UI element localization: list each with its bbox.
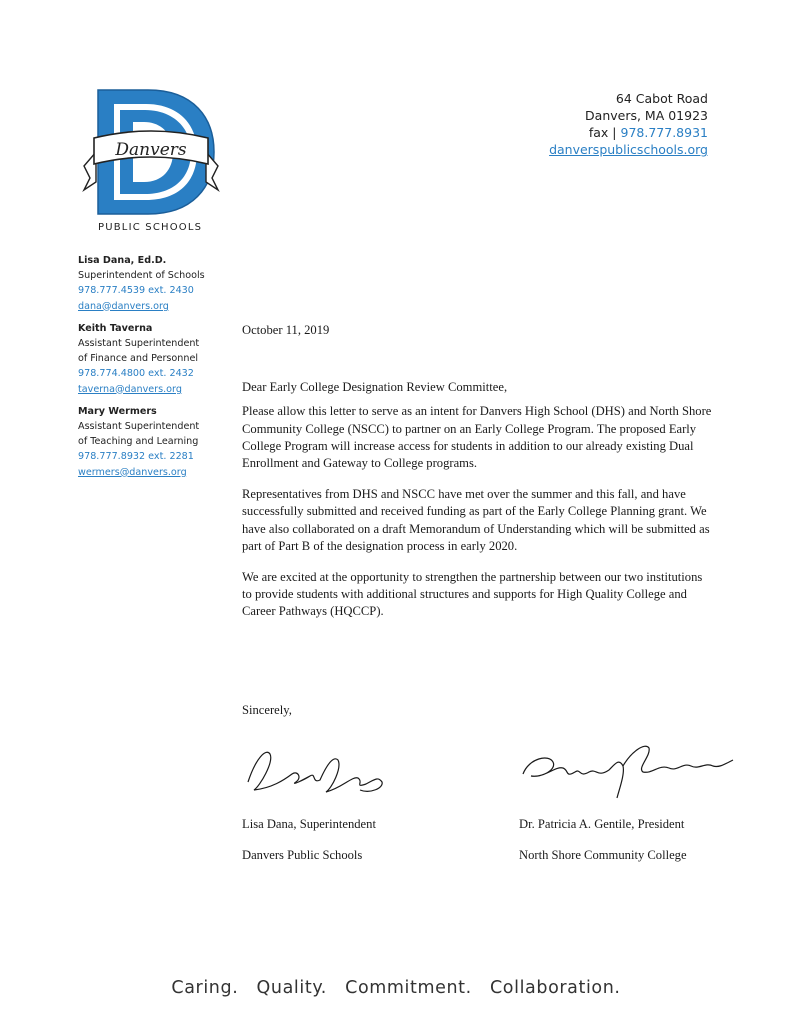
contact-taverna — [78, 321, 228, 397]
contact-title: Assistant Superintendent — [78, 338, 200, 350]
contact-phone: 978.777.8932 ext. 2281 — [78, 451, 194, 463]
signature-block-gentile — [519, 738, 739, 878]
contact-name: Mary Wermers — [78, 405, 157, 417]
contact-name: Lisa Dana, Ed.D. — [78, 255, 167, 266]
motto-word: Caring. — [171, 978, 239, 998]
contact-phone: 978.777.4539 ext. 2430 — [78, 285, 194, 297]
letter-body — [242, 322, 712, 635]
contact-wermers — [78, 404, 228, 480]
address-city: Danvers, MA 01923 — [585, 108, 708, 123]
signer-name-title: Dr. Patricia A. Gentile, President — [519, 817, 685, 831]
contact-email-link[interactable]: wermers@danvers.org — [78, 466, 187, 478]
contacts-sidebar — [78, 253, 228, 487]
motto-word: Collaboration. — [489, 978, 621, 998]
contact-phone: 978.774.4800 ext. 2432 — [78, 368, 194, 380]
footer-motto — [0, 978, 792, 998]
contact-title: Superintendent of Schools — [78, 270, 205, 282]
fax-label: fax | — [588, 125, 617, 140]
danvers-logo — [76, 86, 226, 221]
motto-word: Commitment. — [345, 978, 472, 998]
motto-word: Quality. — [256, 978, 327, 998]
contact-name: Keith Taverna — [78, 322, 153, 334]
signature-gentile-image — [519, 738, 739, 802]
signer-organization: North Shore Community College — [519, 848, 687, 862]
signature-block-dana — [242, 738, 442, 878]
address-street: 64 Cabot Road — [615, 91, 708, 106]
fax-number: 978.777.8931 — [620, 125, 708, 140]
signature-dana-image — [242, 738, 392, 802]
contact-title: of Finance and Personnel — [78, 353, 199, 365]
logo-caption: PUBLIC SCHOOLS — [98, 222, 203, 233]
address-fax — [549, 124, 708, 141]
contact-title: of Teaching and Learning — [78, 436, 199, 448]
signer-organization: Danvers Public Schools — [242, 848, 363, 862]
address-block — [549, 90, 708, 158]
logo-banner-text: Danvers — [115, 140, 187, 160]
contact-email-link[interactable]: taverna@danvers.org — [78, 383, 182, 395]
letter-paragraph: We are excited at the opportunity to strengthen the partnership between our two institutions to provide students with additional structures and supports for High Quality College and Career Pathways (HQCCP). — [242, 570, 703, 619]
letter-date: October 11, 2019 — [242, 323, 330, 337]
signer-name-title: Lisa Dana, Superintendent — [242, 817, 376, 831]
contact-title: Assistant Superintendent — [78, 421, 200, 433]
letter-paragraph: Please allow this letter to serve as an intent for Danvers High School (DHS) and North Shore Community College (NSCC) to partner on an Early College Program. The proposed Early College Program will increase access for students in addition to our already existing Dual Enrollment and Gateway to College programs. — [242, 404, 712, 471]
letter-closing: Sincerely, — [242, 703, 292, 717]
contact-dana — [78, 253, 228, 314]
letter-salutation: Dear Early College Designation Review Committee, — [242, 380, 508, 395]
letter-paragraph: Representatives from DHS and NSCC have met over the summer and this fall, and have successfully submitted and received funding as part of the Early College Planning grant. We have also collaborated on a draft Memorandum of Understanding which will be submitted as part of Part B of the designation process in early 2020. — [242, 487, 710, 553]
contact-email-link[interactable]: dana@danvers.org — [78, 300, 169, 312]
website-link[interactable]: danverspublicschools.org — [549, 142, 708, 157]
